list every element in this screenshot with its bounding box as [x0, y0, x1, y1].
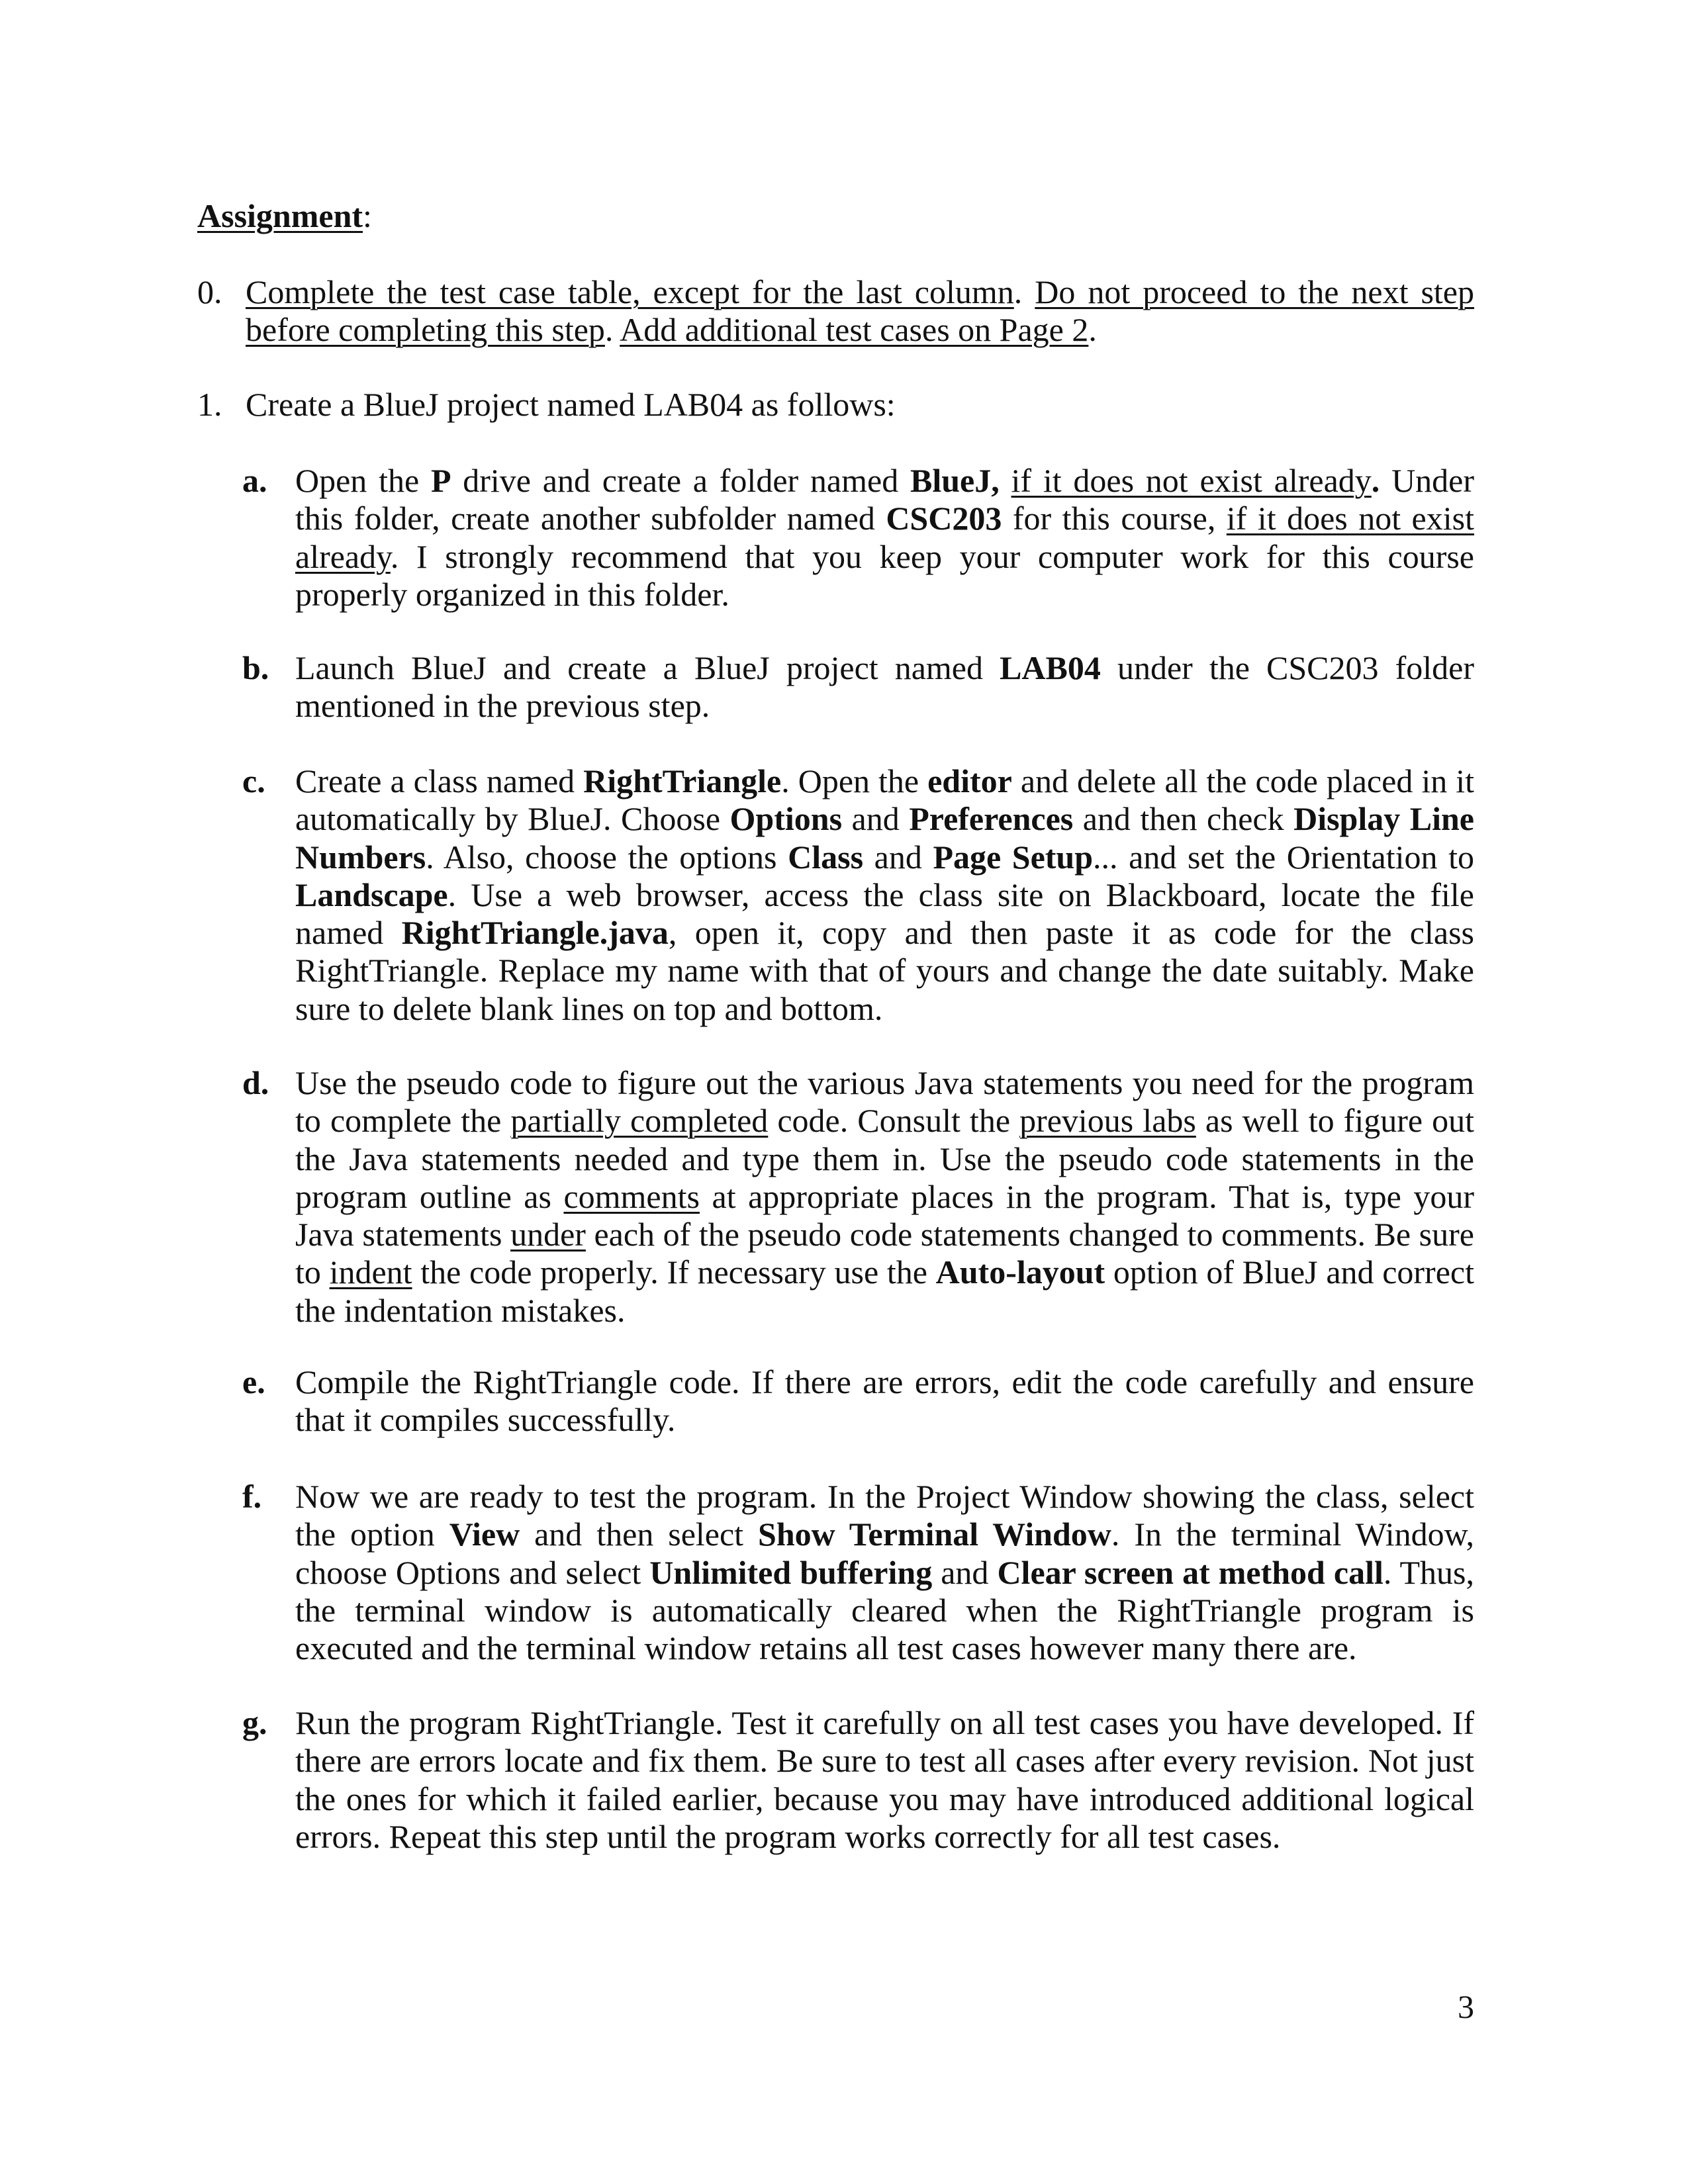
- text-run: . Use a web browser, access the class site on Blackboard, locate the file named: [295, 876, 1474, 952]
- text-run: , open it, copy and then paste it as code for the class RightTriangle. Replace my name with that of yours and change the date suitably. Make sure to delete blank lines on top and bottom.: [295, 914, 1474, 1027]
- text-run: Create a BlueJ project named LAB04 as follows:: [246, 386, 896, 423]
- bold-text: Show Terminal Window: [758, 1516, 1111, 1553]
- bold-text: Options: [729, 800, 843, 838]
- assignment-heading: [197, 197, 372, 235]
- text-run: drive and create a folder named: [451, 462, 910, 499]
- text-run: and: [842, 800, 910, 838]
- text-run: [1000, 462, 1011, 499]
- bold-text: Page Setup: [933, 838, 1094, 876]
- text-run: Run the program RightTriangle. Test it carefully on all test cases you have developed. If there are errors locate and fix them. Be sure to test all cases after every revision. Not just the ones for which it failed earlier, because you may have introduced additional logical errors. Repeat this step until the program works correctly for all test cases.: [295, 1704, 1474, 1855]
- bold-text: CSC203: [886, 500, 1002, 537]
- text-run: the code properly. If necessary use the: [412, 1253, 936, 1291]
- text-run: and: [932, 1553, 998, 1591]
- bold-text: Landscape: [295, 876, 448, 913]
- text-run: Now we are ready to test the program. In the Project Window showing the class, select the option: [295, 1478, 1474, 1553]
- text-run: ... and set the Orientation to: [1093, 838, 1474, 876]
- underlined-text: indent: [329, 1253, 412, 1291]
- bold-text: RightTriangle.java: [401, 914, 669, 952]
- text-run: . Open the: [781, 762, 928, 799]
- text-run: each of the pseudo code statements changed to comments. Be sure to: [295, 1216, 1474, 1291]
- substep-label: c.: [242, 762, 265, 799]
- underlined-text: comments: [563, 1177, 700, 1215]
- bold-text: Unlimited buffering: [649, 1553, 933, 1591]
- text-run: and then check: [1073, 800, 1294, 838]
- text-run: for this course,: [1002, 500, 1227, 537]
- text-run: Under this folder, create another subfolder named: [295, 462, 1475, 537]
- substep-label: a.: [242, 462, 267, 499]
- substep-text: [295, 1064, 1474, 1330]
- text-run: .: [1088, 311, 1097, 349]
- text-run: at appropriate places in the program. That is, type your Java statements: [295, 1177, 1474, 1253]
- bold-text: BlueJ,: [910, 462, 1000, 499]
- bold-text: Display Line Numbers: [295, 800, 1474, 876]
- substep-text: [295, 1363, 1474, 1439]
- step-label: 1.: [197, 386, 222, 423]
- text-run: . Also, choose the options: [426, 838, 788, 876]
- text-run: Compile the RightTriangle code. If there are errors, edit the code carefully and ensure that it compiles successfully.: [295, 1363, 1474, 1439]
- text-run: Open the: [295, 462, 431, 499]
- substep-text: [295, 462, 1474, 614]
- bold-text: LAB04: [1000, 649, 1101, 686]
- bold-text: Auto-layout: [935, 1253, 1105, 1291]
- underlined-text: Do not proceed to the next step before completing this step: [246, 273, 1474, 349]
- text-run: code. Consult the: [768, 1102, 1020, 1140]
- text-run: and then select: [520, 1516, 759, 1553]
- text-run: . Thus, the terminal window is automatically cleared when the RightTriangle program is executed and the terminal window retains all test cases however many there are.: [295, 1553, 1474, 1667]
- substep-label: b.: [242, 649, 269, 686]
- underlined-text: Complete the test case table, except for the last column: [246, 273, 1014, 310]
- substep-text: [295, 649, 1474, 725]
- text-run: option of BlueJ and correct the indentation mistakes.: [295, 1253, 1474, 1329]
- substep-text: [295, 762, 1474, 1028]
- substep-label: g.: [242, 1704, 267, 1741]
- text-run: Use the pseudo code to figure out the various Java statements you need for the program to complete the: [295, 1064, 1474, 1140]
- bold-text: Clear screen at method call: [997, 1553, 1383, 1591]
- bold-text: View: [449, 1516, 520, 1553]
- heading-colon: :: [363, 197, 372, 234]
- text-run: under the CSC203 folder mentioned in the previous step.: [295, 649, 1474, 725]
- page-number: 3: [1458, 1988, 1474, 2025]
- bold-text: editor: [927, 762, 1012, 799]
- substep-label: f.: [242, 1478, 262, 1515]
- underlined-text: under: [510, 1216, 586, 1253]
- text-run: Create a class named: [295, 762, 584, 799]
- substep-text: [295, 1478, 1474, 1667]
- step-text: [246, 386, 1474, 424]
- text-run: and delete all the code placed in it automatically by BlueJ. Choose: [295, 762, 1474, 838]
- text-run: .: [1013, 273, 1035, 310]
- text-run: .: [604, 311, 620, 349]
- bold-text: Class: [788, 838, 864, 876]
- text-run: . I strongly recommend that you keep your computer work for this course properly organized in this folder.: [295, 537, 1474, 613]
- substep-label: e.: [242, 1363, 265, 1400]
- bold-text: .: [1371, 462, 1380, 499]
- text-run: . In the terminal Window, choose Options and select: [295, 1516, 1474, 1591]
- text-run: as well to figure out the Java statements needed and type them in. Use the pseudo code statements in the program outline as: [295, 1102, 1475, 1215]
- bold-text: P: [430, 462, 451, 499]
- bold-text: RightTriangle: [583, 762, 782, 799]
- substep-label: d.: [242, 1064, 269, 1101]
- heading-title: Assignment: [197, 197, 363, 234]
- text-run: and: [863, 838, 933, 876]
- step-text: [246, 273, 1474, 349]
- underlined-text: Add additional test cases on Page 2: [620, 311, 1089, 349]
- text-run: Launch BlueJ and create a BlueJ project named: [295, 649, 1000, 686]
- underlined-text: previous labs: [1019, 1102, 1196, 1140]
- bold-text: Preferences: [909, 800, 1074, 838]
- substep-text: [295, 1704, 1474, 1856]
- underlined-text: partially completed: [510, 1102, 769, 1140]
- underlined-text: if it does not exist already: [1011, 462, 1372, 499]
- underlined-text: if it does not exist already: [295, 500, 1474, 575]
- step-label: 0.: [197, 273, 222, 310]
